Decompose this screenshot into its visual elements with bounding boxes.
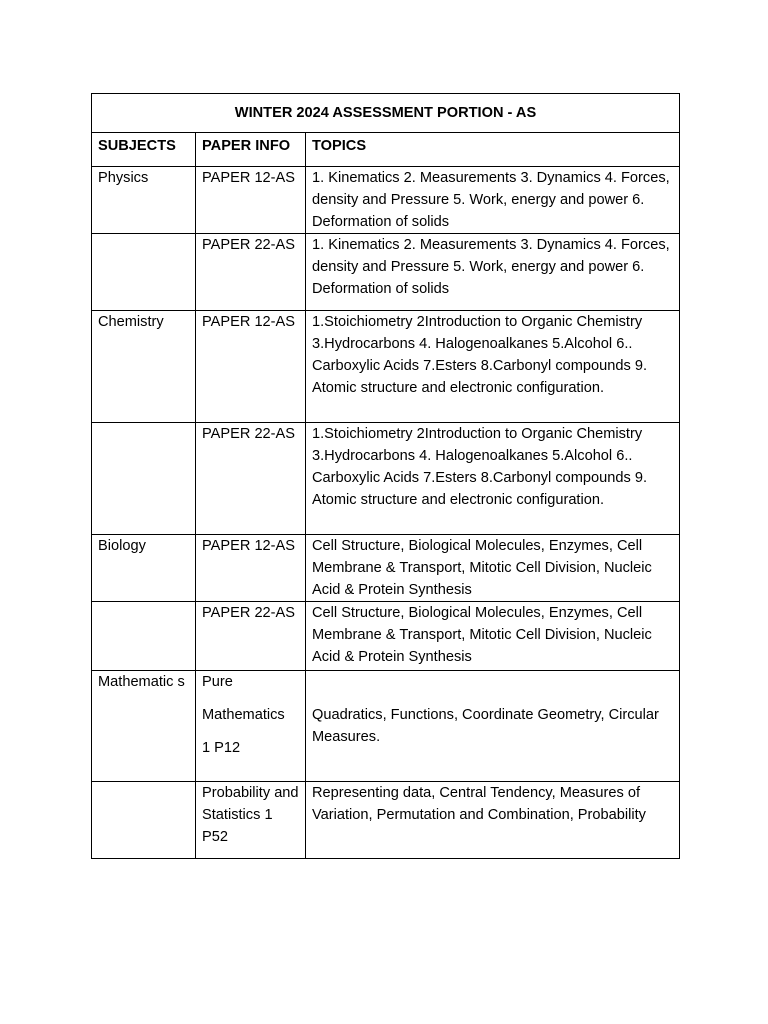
paper-cell: PAPER 22-AS — [196, 234, 306, 311]
topics-cell: 1. Kinematics 2. Measurements 3. Dynamics 4. Forces, density and Pressure 5. Work, energy and power 6. Deformation of solids — [306, 234, 680, 311]
topics-cell: 1. Kinematics 2. Measurements 3. Dynamics 4. Forces, density and Pressure 5. Work, energy and power 6. Deformation of solids — [306, 167, 680, 234]
topics-cell: Cell Structure, Biological Molecules, Enzymes, Cell Membrane & Transport, Mitotic Cell Division, Nucleic Acid & Protein Synthesis — [306, 602, 680, 671]
table-row — [92, 671, 680, 782]
assessment-portion-table — [91, 93, 680, 859]
subject-cell — [92, 423, 196, 535]
subject-cell — [92, 234, 196, 311]
paper-cell — [196, 671, 306, 782]
table-row — [92, 535, 680, 602]
paper-cell: PAPER 22-AS — [196, 602, 306, 671]
paper-cell: PAPER 22-AS — [196, 423, 306, 535]
paper-cell: PAPER 12-AS — [196, 535, 306, 602]
table-row — [92, 423, 680, 535]
paper-line: Mathematics — [202, 707, 285, 723]
table-row — [92, 234, 680, 311]
subject-cell: Mathematic s — [92, 671, 196, 782]
table-row — [92, 602, 680, 671]
topics-cell: Representing data, Central Tendency, Measures of Variation, Permutation and Combination, Probability — [306, 782, 680, 859]
header-subjects: SUBJECTS — [92, 133, 196, 167]
paper-cell: PAPER 12-AS — [196, 311, 306, 423]
header-topics: TOPICS — [306, 133, 680, 167]
topics-cell: 1.Stoichiometry 2Introduction to Organic Chemistry 3.Hydrocarbons 4. Halogenoalkanes 5.Alcohol 6.. Carboxylic Acids 7.Esters 8.Carbonyl compounds 9. Atomic structure and electronic configuration. — [306, 311, 680, 423]
paper-cell: Probability and Statistics 1 P52 — [196, 782, 306, 859]
table-row — [92, 167, 680, 234]
paper-cell: PAPER 12-AS — [196, 167, 306, 234]
table-row — [92, 782, 680, 859]
table-title-row — [92, 94, 680, 133]
paper-line: Pure — [202, 674, 233, 690]
subject-cell: Physics — [92, 167, 196, 234]
topics-cell: 1.Stoichiometry 2Introduction to Organic Chemistry 3.Hydrocarbons 4. Halogenoalkanes 5.Alcohol 6.. Carboxylic Acids 7.Esters 8.Carbonyl compounds 9. Atomic structure and electronic configuration. — [306, 423, 680, 535]
header-paper-info: PAPER INFO — [196, 133, 306, 167]
topics-cell: Cell Structure, Biological Molecules, Enzymes, Cell Membrane & Transport, Mitotic Cell Division, Nucleic Acid & Protein Synthesis — [306, 535, 680, 602]
subject-cell: Chemistry — [92, 311, 196, 423]
table-header-row — [92, 133, 680, 167]
topics-cell — [306, 671, 680, 782]
subject-cell — [92, 782, 196, 859]
table-row — [92, 311, 680, 423]
subject-cell: Biology — [92, 535, 196, 602]
paper-info-stack — [202, 671, 299, 759]
document-title: WINTER 2024 ASSESSMENT PORTION - AS — [92, 94, 680, 133]
subject-cell — [92, 602, 196, 671]
paper-line: 1 P12 — [202, 740, 241, 756]
topics-text: Quadratics, Functions, Coordinate Geometry, Circular Measures. — [312, 707, 659, 745]
